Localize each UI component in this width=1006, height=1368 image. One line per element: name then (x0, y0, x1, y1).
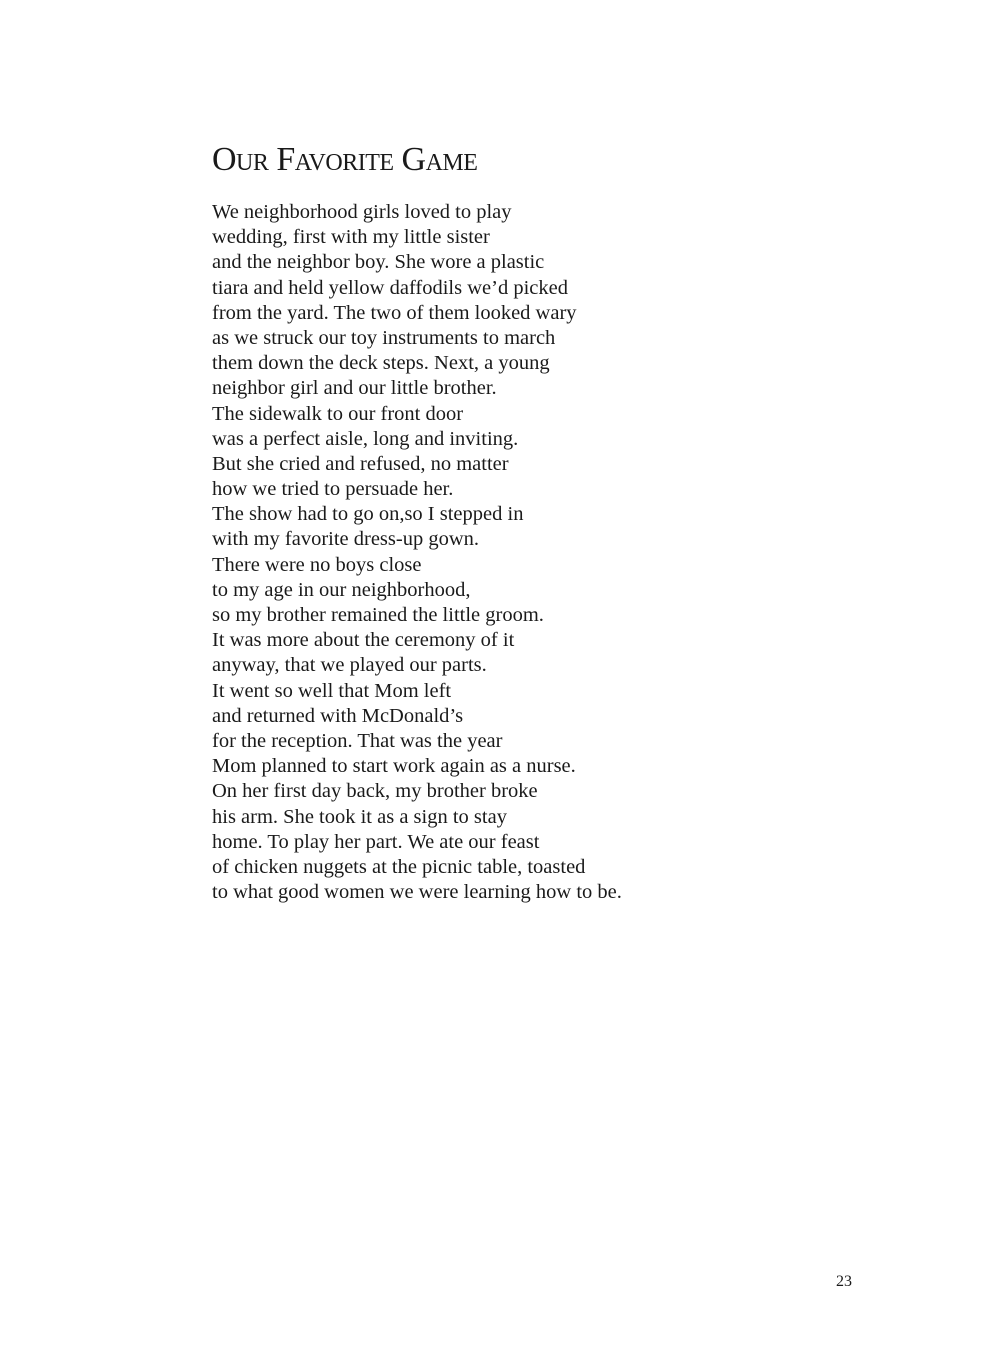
poem-line: The show had to go on,so I stepped in (212, 503, 524, 526)
poem-line: wedding, first with my little sister (212, 226, 490, 249)
poem-line: so my brother remained the little groom. (212, 604, 544, 626)
poem-line: his arm. She took it as a sign to stay (212, 805, 507, 828)
poem-line: from the yard. The two of them looked wary (212, 301, 577, 324)
poem-line: On her first day back, my brother broke (212, 780, 538, 803)
poem-line: It went so well that Mom left (212, 679, 452, 702)
poem-line: Mom planned to start work again as a nurse. (212, 755, 576, 778)
poem-line: tiara and held yellow daffodils we’d picked (212, 276, 568, 299)
poem-line: anyway, that we played our parts. (212, 654, 487, 677)
poem-line: and returned with McDonald’s (212, 704, 464, 727)
poem-line: as we struck our toy instruments to march (212, 326, 556, 349)
poem-line: them down the deck steps. Next, a young (212, 352, 550, 375)
poem-line: was a perfect aisle, long and inviting. (212, 427, 519, 450)
poem-line: There were no boys close (212, 553, 422, 576)
poem-line: and the neighbor boy. She wore a plastic (212, 251, 545, 274)
poem-body (212, 200, 622, 905)
poem-line: We neighborhood girls loved to play (212, 201, 512, 223)
poem-line: neighbor girl and our little brother. (212, 377, 497, 400)
poem-line: to what good women we were learning how to be. (212, 881, 622, 904)
poem-line: to my age in our neighborhood, (212, 578, 471, 601)
poem-line: with my favorite dress-up gown. (212, 528, 480, 551)
poem-line: But she cried and refused, no matter (212, 452, 509, 475)
poem-line: of chicken nuggets at the picnic table, toasted (212, 855, 586, 878)
poem-line: It was more about the ceremony of it (212, 629, 515, 652)
poem-line: for the reception. That was the year (212, 729, 503, 752)
page-number: 23 (836, 1273, 852, 1290)
poem-title: Our Favorite Game (212, 141, 478, 178)
poem-line: The sidewalk to our front door (212, 402, 464, 425)
poem-line: home. To play her part. We ate our feast (212, 830, 540, 853)
poem-line: how we tried to persuade her. (212, 478, 454, 501)
